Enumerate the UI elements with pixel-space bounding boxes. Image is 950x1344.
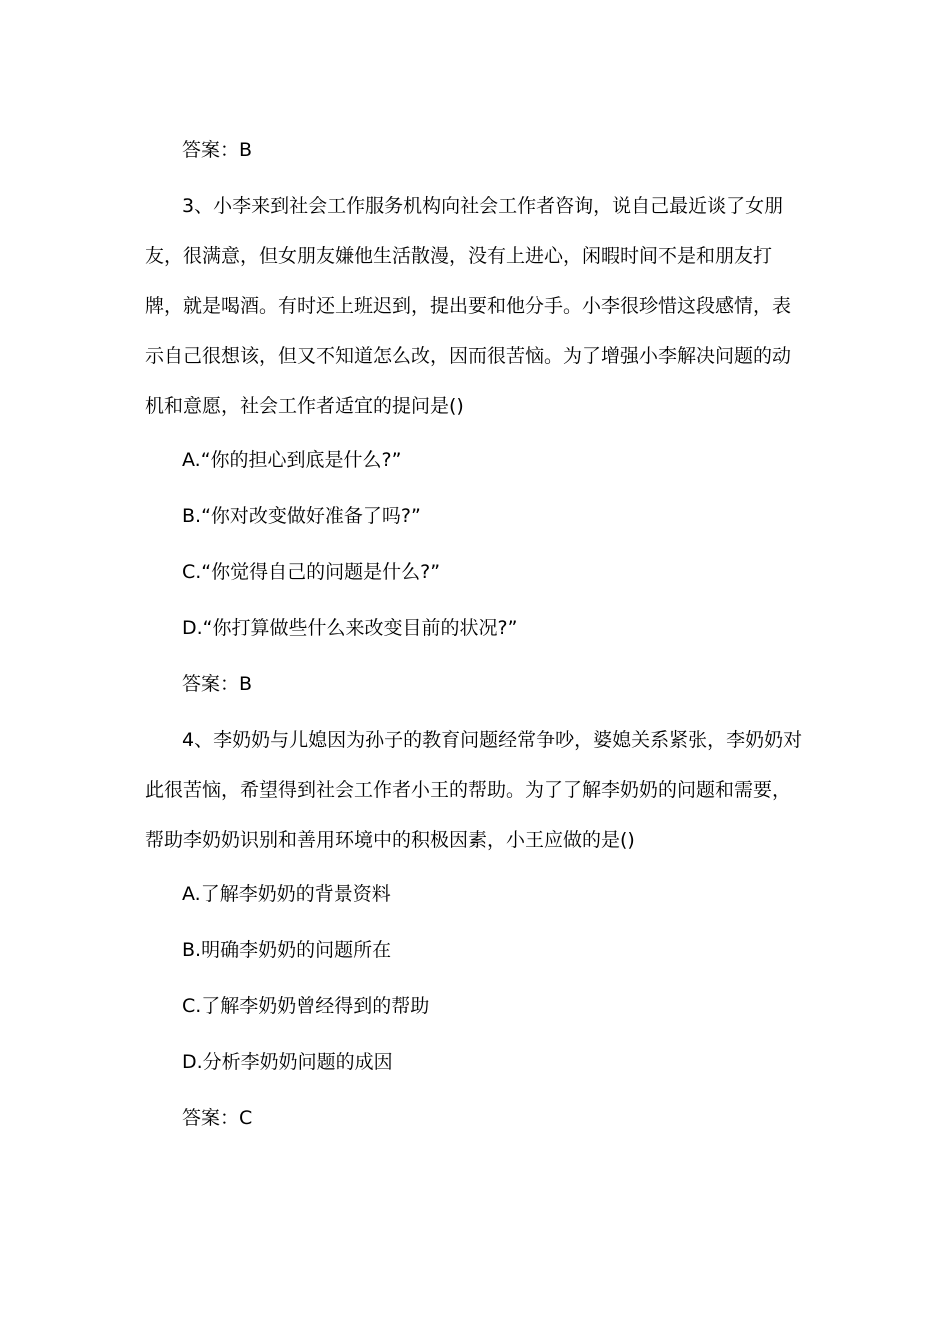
question-3-option-c: C.“你觉得自己的问题是什么?” — [182, 561, 441, 583]
answer-q4: 答案：C — [182, 1107, 253, 1129]
question-4-option-b: B.明确李奶奶的问题所在 — [182, 939, 392, 961]
question-3-stem: 3、小李来到社会工作服务机构向社会工作者咨询，说自己最近谈了女朋友，很满意，但女朋友嫌他生活散漫，没有上进心，闲暇时间不是和朋友打牌，就是喝酒。有时还上班迟到，提出要和他分手。小李很珍惜这段感情，表示自己很想该，但又不知道怎么改，因而很苦恼。为了增强小李解决问题的动机和意愿，社会工作者适宜的提问是() — [145, 195, 792, 417]
question-3-option-d: D.“你打算做些什么来改变目前的状况?” — [182, 617, 518, 639]
question-4-option-a: A.了解李奶奶的背景资料 — [182, 883, 391, 905]
question-3-option-b: B.“你对改变做好准备了吗?” — [182, 505, 421, 527]
answer-q3: 答案：B — [182, 673, 253, 695]
answer-q2: 答案：B — [182, 139, 253, 161]
question-3-option-a: A.“你的担心到底是什么?” — [182, 449, 402, 471]
question-4-stem: 4、李奶奶与儿媳因为孙子的教育问题经常争吵，婆媳关系紧张，李奶奶对此很苦恼，希望得到社会工作者小王的帮助。为了了解李奶奶的问题和需要，帮助李奶奶识别和善用环境中的积极因素，小王应做的是() — [145, 729, 803, 851]
question-4-option-c: C.了解李奶奶曾经得到的帮助 — [182, 995, 430, 1017]
question-4-option-d: D.分析李奶奶问题的成因 — [182, 1051, 393, 1073]
